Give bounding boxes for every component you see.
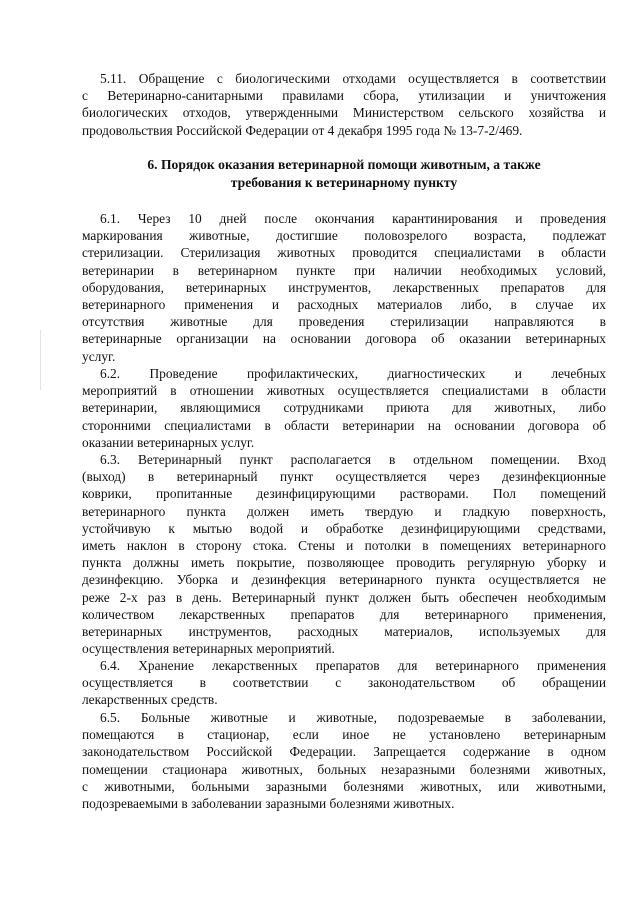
text-line: дезинфекцию. Уборка и дезинфекция ветеринарного пункта осуществляется не: [82, 572, 606, 588]
text-line: с Ветеринарно-санитарными правилами сбора, утилизации и уничтожения: [82, 88, 606, 104]
text-line: сторонними специалистами в области ветеринарии на основании договора об: [82, 417, 606, 433]
text-line: 5.11. Обращение с биологическими отходами осуществляется в соответствии: [100, 71, 606, 86]
paragraph-6-1: [82, 210, 606, 365]
text-line: мероприятий в отношении животных осуществляется специалистами в области: [82, 383, 606, 399]
text-line: законодательством Российской Федерации. Запрещается содержание в одном: [82, 744, 606, 760]
text-line: маркирования животные, достигшие половозрелого возраста, подлежат: [82, 228, 606, 244]
text-line: ветеринарного применения и расходных материалов либо, в случае их: [82, 297, 606, 313]
text-line: услуг.: [82, 348, 116, 364]
scan-margin-mark: [40, 330, 41, 390]
text-line: иметь наклон в сторону стока. Стены и потолки в помещениях ветеринарного: [82, 538, 606, 554]
text-line: оборудования, ветеринарных инструментов, лекарственных препаратов для: [82, 279, 606, 295]
text-line: лекарственных средств.: [82, 692, 218, 708]
text-line: (выход) в ветеринарный пункт осуществляется через дезинфекционные: [82, 469, 606, 485]
text-line: ветеринарных инструментов, расходных материалов, используемых для: [82, 624, 606, 640]
text-line: помещаются в стационар, если иное не установлено ветеринарным: [82, 727, 606, 743]
text-line: ветеринарного пункта должен иметь твердую и гладкую поверхность,: [82, 503, 606, 519]
paragraph-6-3: [82, 451, 606, 657]
text-line: оказании ветеринарных услуг.: [82, 434, 255, 450]
text-line: с животными, больными заразными болезнями животных, или животными,: [82, 778, 606, 794]
text-line: осуществляется в соответствии с законодательством об обращении: [82, 675, 606, 691]
text-line: продовольствия Российской Федерации от 4 декабря 1995 года № 13-7-2/469.: [82, 122, 523, 138]
text-line: 6.4. Хранение лекарственных препаратов для ветеринарного применения: [100, 658, 606, 673]
paragraph-6-4: [82, 657, 606, 709]
paragraph-5-11: [82, 70, 606, 139]
heading-line: 6. Порядок оказания ветеринарной помощи животным, а также: [147, 157, 541, 172]
text-line: реже 2-х раз в день. Ветеринарный пункт должен быть обеспечен необходимым: [82, 589, 606, 605]
paragraph-6-2: [82, 365, 606, 451]
text-line: ветеринарии в ветеринарном пункте при наличии необходимых условий,: [82, 262, 606, 278]
text-line: пункта должны иметь покрытие, позволяющее проводить регулярную уборку и: [82, 555, 606, 571]
text-line: количеством лекарственных препаратов для ветеринарного применения,: [82, 606, 606, 622]
text-line: устойчивую к мытью водой и обработке дезинфицирующими средствами,: [82, 520, 606, 536]
text-line: 6.3. Ветеринарный пункт располагается в отдельном помещении. Вход: [100, 452, 606, 467]
paragraph-6-5: [82, 709, 606, 812]
text-line: помещении стационара животных, больных незаразными болезнями животных,: [82, 761, 606, 777]
text-line: коврики, пропитанные дезинфицирующими растворами. Пол помещений: [82, 486, 606, 502]
text-line: 6.5. Больные животные и животные, подозреваемые в заболевании,: [100, 710, 606, 725]
text-line: биологических отходов, утвержденными Министерством сельского хозяйства и: [82, 105, 606, 121]
section-heading-6: [82, 156, 606, 191]
text-line: осуществления ветеринарных мероприятий.: [82, 641, 335, 657]
text-line: отсутствия животные для проведения стерилизации направляются в: [82, 314, 606, 330]
heading-line: требования к ветеринарному пункту: [230, 174, 458, 190]
text-line: стерилизации. Стерилизация животных проводится специалистами в области: [82, 245, 606, 261]
text-line: ветеринарные организации на основании договора об оказании ветеринарных: [82, 331, 606, 347]
text-line: 6.1. Через 10 дней после окончания карантинирования и проведения: [100, 211, 606, 226]
text-line: ветеринарии, являющимися сотрудниками приюта для животных, либо: [82, 400, 606, 416]
text-line: подозреваемыми в заболевании заразными болезнями животных.: [82, 796, 455, 812]
text-line: 6.2. Проведение профилактических, диагностических и лечебных: [100, 366, 606, 381]
